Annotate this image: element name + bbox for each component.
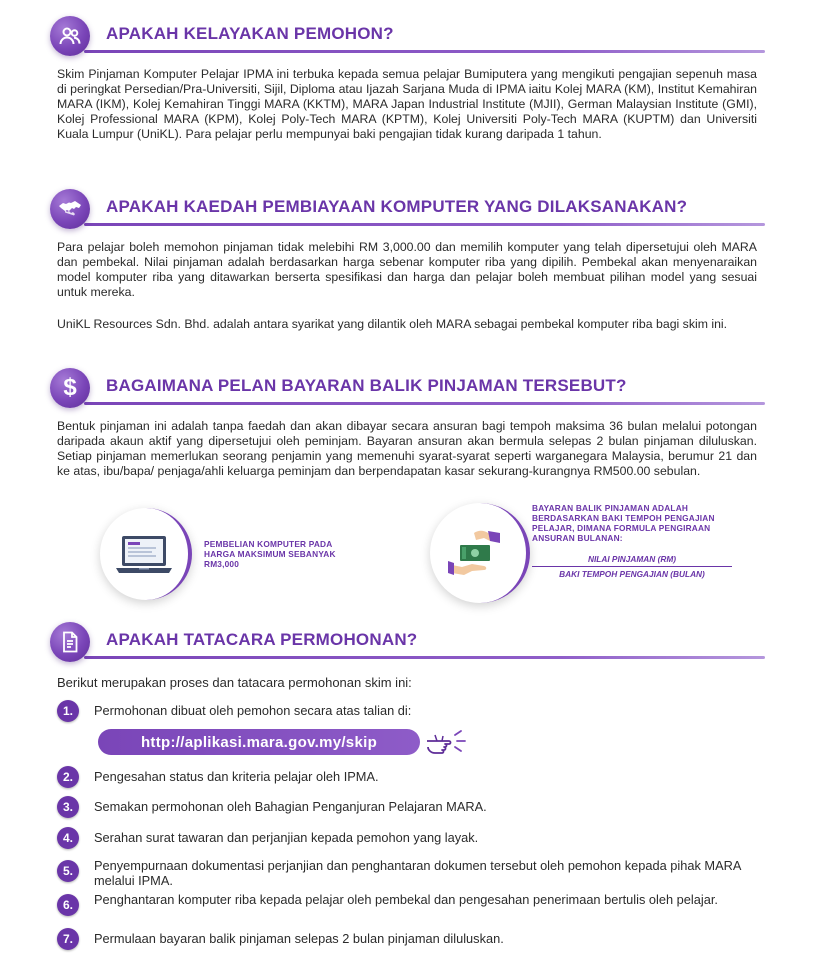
- dollar-icon: $: [50, 368, 90, 408]
- procedure-step: [57, 858, 767, 888]
- section-repayment-header: [50, 368, 765, 408]
- section-title: APAKAH KELAYAKAN PEMOHON?: [106, 24, 394, 43]
- repayment-info-text: BAYARAN BALIK PINJAMAN ADALAH BERDASARKAN BAKI TEMPOH PENGAJIAN PELAJAR, DIMANA FORMULA PENGIRAAN ANSURAN BULANAN:: [532, 503, 715, 543]
- step-text: Semakan permohonan oleh Bahagian Penganjuran Pelajaran MARA.: [94, 799, 487, 814]
- purchase-info-text: PEMBELIAN KOMPUTER PADA HARGA MAKSIMUM SEBANYAK RM3,000: [204, 539, 336, 569]
- step-number: 4.: [57, 827, 79, 849]
- step-number: 6.: [57, 894, 79, 916]
- step-text: Serahan surat tawaran dan perjanjian kepada pemohon yang layak.: [94, 830, 479, 845]
- section-title: BAGAIMANA PELAN BAYARAN BALIK PINJAMAN TERSEBUT?: [106, 376, 627, 395]
- step-text: Penyempurnaan dokumentasi perjanjian dan penghantaran dokumen tersebut oleh pemohon kepada pihak MARA melalui IPMA.: [94, 858, 741, 888]
- people-icon: [50, 16, 90, 56]
- formula-denominator: BAKI TEMPOH PENGAJIAN (BULAN): [559, 569, 705, 579]
- procedure-intro: Berikut merupakan proses dan tatacara permohonan skim ini:: [57, 675, 412, 690]
- step-number: 2.: [57, 766, 79, 788]
- section-financing-header: [50, 189, 765, 229]
- procedure-step: [57, 766, 767, 788]
- section-divider: [84, 223, 765, 226]
- step-text: Permohonan dibuat oleh pemohon secara atas talian di:: [94, 703, 412, 718]
- step-text: Permulaan bayaran balik pinjaman selepas 2 bulan pinjaman diluluskan.: [94, 931, 504, 946]
- section-title: APAKAH KAEDAH PEMBIAYAAN KOMPUTER YANG DILAKSANAKAN?: [106, 197, 688, 216]
- formula-numerator: NILAI PINJAMAN (RM): [532, 554, 732, 567]
- section-divider: [84, 50, 765, 53]
- step-number: 5.: [57, 860, 79, 882]
- eligibility-paragraph: Skim Pinjaman Komputer Pelajar IPMA ini terbuka kepada semua pelajar Bumiputera yang mengikuti pengajian sepenuh masa di peringkat Persedian/Pra-Universiti, Sijil, Diploma atau Ijazah Sarjana Muda di IPMA iaitu Kolej MARA (KM), Institut Kemahiran MARA (IKM), Kolej Kemahiran Tinggi MARA (KKTM), MARA Japan Industrial Institute (MJII), German Malaysian Institute (GMI), Kolej Professional MARA (KPM), Kolej Poly-Tech MARA (KPTM), Kolej Universiti Poly-Tech MARA (KUPTM) dan Universiti Kuala Lumpur (UniKL). Para pelajar perlu mempunyai baki pengajian tidak kurang daripada 1 tahun.: [57, 67, 757, 141]
- step-number: 3.: [57, 796, 79, 818]
- section-divider: [84, 656, 765, 659]
- step-number: 7.: [57, 928, 79, 950]
- financing-paragraph-1: Para pelajar boleh memohon pinjaman tidak melebihi RM 3,000.00 dan memilih komputer yang telah dipersetujui oleh MARA dan pembekal. Nilai pinjaman adalah berdasarkan harga sebenar komputer riba yang dipilih. Pembekal akan menyenaraikan model komputer riba yang ditawarkan berserta spesifikasi dan harga dan pelajar boleh membuat pilihan model yang sesuai untuk mereka.: [57, 240, 757, 299]
- section-title: APAKAH TATACARA PERMOHONAN?: [106, 630, 418, 649]
- section-divider: [84, 402, 765, 405]
- document-icon: [50, 622, 90, 662]
- procedure-step: [57, 827, 767, 849]
- financing-paragraph-2: UniKL Resources Sdn. Bhd. adalah antara syarikat yang dilantik oleh MARA sebagai pembekal komputer riba bagi skim ini.: [57, 317, 728, 331]
- installment-formula: [532, 554, 732, 579]
- step-text: Penghantaran komputer riba kepada pelajar oleh pembekal dan pengesahan penerimaan bertulis oleh pelajar.: [94, 892, 718, 907]
- section-eligibility-header: [50, 16, 765, 56]
- money-hand-icon: [430, 503, 530, 603]
- pointing-hand-icon: [425, 727, 471, 757]
- laptop-icon: [100, 508, 192, 600]
- step-text: Pengesahan status dan kriteria pelajar oleh IPMA.: [94, 769, 379, 784]
- procedure-step: [57, 700, 767, 722]
- purchase-info-card: [100, 508, 360, 600]
- section-procedure-header: [50, 622, 765, 662]
- procedure-step: [57, 796, 767, 818]
- procedure-step: [57, 928, 767, 950]
- step-number: 1.: [57, 700, 79, 722]
- repayment-paragraph: Bentuk pinjaman ini adalah tanpa faedah dan akan dibayar secara ansuran bagi tempoh maksima 36 bulan melalui potongan daripada akaun aktif yang dipersetujui oleh peminjam. Bayaran ansuran akan bermula selepas 2 bulan pinjaman diluluskan. Setiap pinjaman memerlukan seorang penjamin yang memenuhi syarat-syarat seperti warganegara Malaysia, berumur 21 dan ke atas, ibu/bapa/ penjaga/ahli keluarga peminjam dan berpendapatan kasar sekurang-kurangnya RM500.00 sebulan.: [57, 419, 757, 478]
- procedure-step: [57, 892, 767, 916]
- repayment-info-card: [430, 503, 750, 603]
- handshake-icon: [50, 189, 90, 229]
- application-url-link[interactable]: http://aplikasi.mara.gov.my/skip: [98, 729, 420, 755]
